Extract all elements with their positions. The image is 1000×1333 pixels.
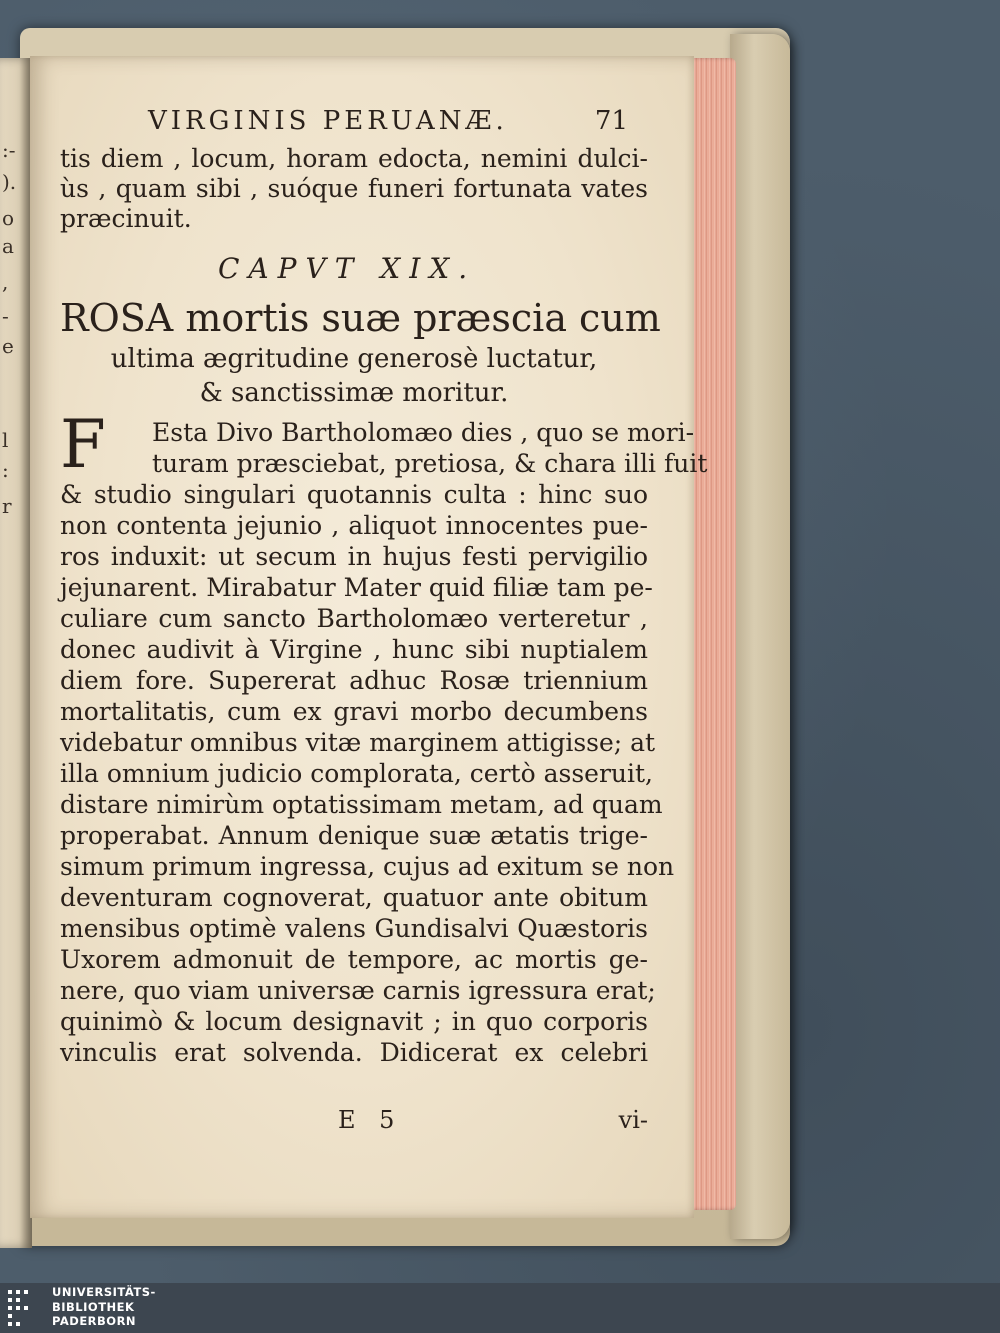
text-line: culiare cum sancto Bartholomæo verteretur , [60, 604, 648, 633]
text-line: præcinuit. [60, 204, 192, 233]
book-cover-edge [730, 34, 790, 1239]
library-name-line: PADERBORN [52, 1314, 137, 1328]
chapter-subheading: ultima ægritudine generosè luctatur, [110, 344, 598, 374]
library-name-line: UNIVERSITÄTS- [52, 1285, 156, 1299]
chapter-heading: ROSA mortis suæ præscia cum [60, 296, 661, 340]
running-head-title: VIRGINIS PERUANÆ. [148, 106, 508, 136]
library-name [52, 1285, 156, 1329]
text-line: vinculis erat solvenda. Didicerat ex celebri [60, 1038, 648, 1067]
text-line: diem fore. Supererat adhuc Rosæ triennium [60, 666, 648, 695]
chapter-label: CAPVT XIX. [218, 252, 477, 285]
text-line: quinimò & locum designavit ; in quo corporis [60, 1007, 648, 1036]
text-line: deventuram cognoverat, quatuor ante obitum [60, 883, 648, 912]
text-line: non contenta jejunio , aliquot innocentes pue- [60, 511, 648, 540]
text-line: turam præsciebat, pretiosa, & chara illi fuit [152, 449, 708, 478]
text-line: illa omnium judicio complorata, certò asseruit, [60, 759, 653, 788]
facing-page-fragment: : [2, 458, 9, 482]
text-line: donec audivit à Virgine , hunc sibi nuptialem [60, 635, 648, 664]
facing-page-fragment: r [2, 494, 12, 518]
text-line: nere, quo viam universæ carnis igressura erat; [60, 976, 656, 1005]
catchword: vi- [618, 1106, 648, 1134]
facing-page-fragment: :- [2, 138, 16, 162]
text-line: ùs , quam sibi , suóque funeri fortunata vates [60, 174, 648, 203]
library-banner [0, 1283, 1000, 1333]
running-head [148, 106, 628, 136]
drop-cap: F [60, 406, 106, 483]
text-line: & studio singulari quotannis culta : hinc suo [60, 480, 648, 509]
page-number: 71 [594, 106, 628, 136]
facing-page-fragment: a [2, 234, 14, 258]
page-fore-edge [688, 58, 736, 1210]
text-line: distare nimirùm optatissimam metam, ad quam [60, 790, 663, 819]
text-line: videbatur omnibus vitæ marginem attigisse; at [60, 728, 656, 757]
text-line: Uxorem admonuit de tempore, ac mortis ge- [60, 945, 648, 974]
facing-page-fragment: e [2, 334, 14, 358]
signature-mark: E 5 [338, 1106, 403, 1134]
library-name-line: BIBLIOTHEK [52, 1299, 135, 1314]
chapter-subheading: & sanctissimæ moritur. [199, 378, 509, 408]
text-line: mensibus optimè valens Gundisalvi Quæstoris [60, 914, 648, 943]
library-logo-icon [6, 1286, 46, 1330]
text-line: jejunarent. Mirabatur Mater quid filiæ tam pe- [60, 573, 653, 602]
facing-page-fragment: l [2, 428, 9, 452]
facing-page-fragment: o [2, 206, 15, 230]
book-page [30, 56, 708, 1218]
facing-page-edge [0, 58, 32, 1248]
facing-page-fragment: ). [2, 170, 17, 194]
facing-page-fragment: - [2, 304, 9, 328]
text-line: tis diem , locum, horam edocta, nemini dulci- [60, 144, 648, 173]
facing-page-fragment: , [2, 270, 9, 294]
text-line: simum primum ingressa, cujus ad exitum se non [60, 852, 675, 881]
text-line: ros induxit: ut secum in hujus festi pervigilio [60, 542, 648, 571]
text-line: properabat. Annum denique suæ ætatis trige- [60, 821, 648, 850]
text-line: mortalitatis, cum ex gravi morbo decumbens [60, 697, 648, 726]
text-line: Esta Divo Bartholomæo dies , quo se mori- [152, 418, 695, 447]
